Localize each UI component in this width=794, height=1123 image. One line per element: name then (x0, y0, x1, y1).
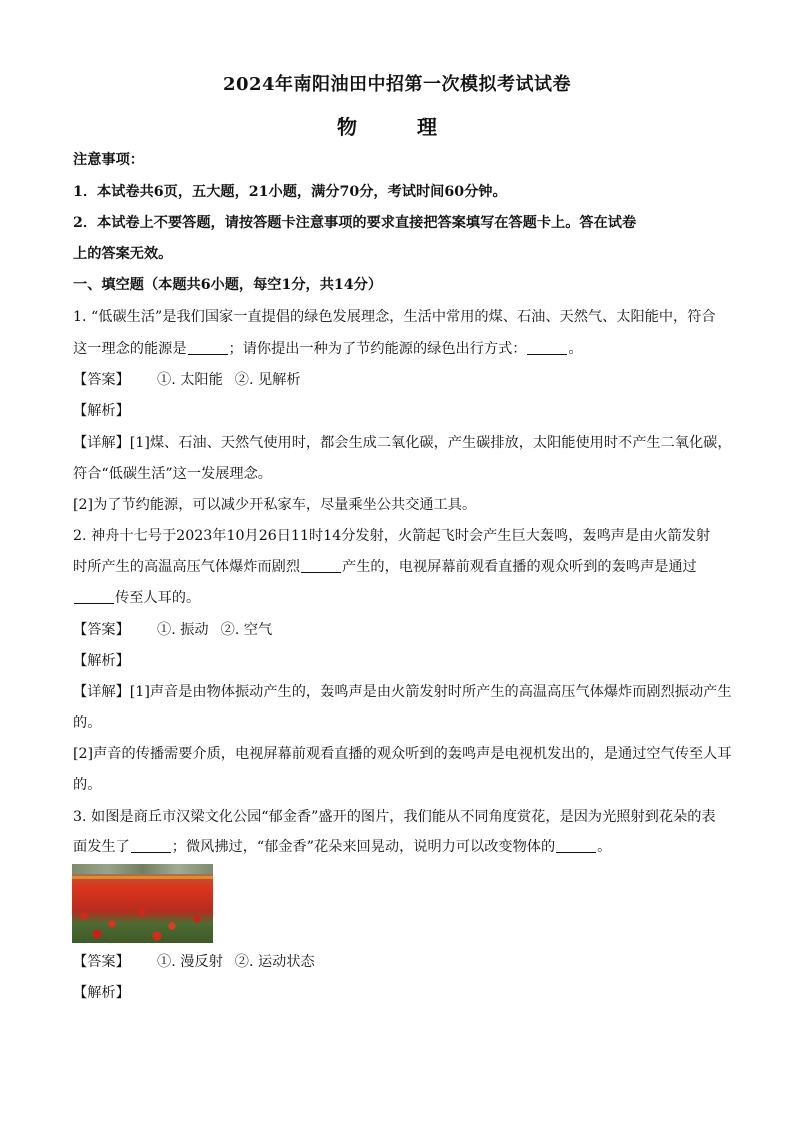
notice-item-2-line-2: 上的答案无效。 (73, 246, 173, 262)
q1-analysis-label: 【解析】 (73, 403, 130, 419)
q3-analysis-label: 【解析】 (73, 985, 130, 1001)
q2-text-line-3: 传至人耳的。 (73, 589, 200, 607)
notice-item-2-line-1: 2．本试卷上不要答题，请按答题卡注意事项的要求直接把答案填写在答题卡上。答在试卷 (73, 215, 637, 231)
subject-title: 物 理 (337, 115, 457, 139)
q1-detail-1: 【详解】[1]煤、石油、天然气使用时，都会生成二氧化碳，产生碳排放，太阳能使用时不产生二氧化碳， (73, 435, 732, 451)
q1-detail-2: [2]为了节约能源，可以减少开私家车，尽量乘坐公共交通工具。 (73, 497, 477, 513)
notice-item-1: 1．本试卷共6页，五大题，21小题，满分70分，考试时间60分钟。 (73, 184, 507, 200)
q1-text-line-2: 这一理念的能源是 ；请你提出一种为了节约能源的绿色出行方式： 。 (73, 341, 583, 357)
q3-answer: 【答案】 ①. 漫反射 ②. 运动状态 (73, 954, 315, 970)
q1-text-line-1: 1. “低碳生活”是我们国家一直提倡的绿色发展理念，生活中常用的煤、石油、天然气、太阳能中，符合 (73, 309, 716, 325)
q2-analysis-label: 【解析】 (73, 653, 130, 669)
answer-label: 【答案】 (73, 372, 130, 388)
notice-heading: 注意事项： (73, 152, 144, 168)
q3-blank-1 (131, 838, 171, 853)
q2-detail-1: 【详解】[1]声音是由物体振动产生的，轰鸣声是由火箭发射时所产生的高温高压气体爆炸而剧烈振动产生 (73, 684, 732, 700)
q2-blank-2 (74, 589, 114, 604)
q3-blank-2 (556, 838, 596, 853)
q1-detail-1b: 符合“低碳生活”这一发展理念。 (73, 466, 272, 482)
exam-title: 2024年南阳油田中招第一次模拟考试试卷 (222, 74, 572, 95)
q2-text-line-1: 2. 神舟十七号于2023年10月26日11时14分发射，火箭起飞时会产生巨大轰鸣，轰鸣声是由火箭发射 (73, 528, 711, 544)
q2-text-line-2: 时所产生的高温高压气体爆炸而剧烈 产生的，电视屏幕前观看直播的观众听到的轰鸣声是通过 (73, 559, 697, 575)
detail-label: 【详解】 (73, 435, 130, 451)
q1-answer: 【答案】 ①. 太阳能 ②. 见解析 (73, 372, 301, 388)
q1-blank-1 (188, 340, 228, 355)
q2-detail-1b: 的。 (73, 715, 102, 731)
q1-blank-2 (527, 340, 567, 355)
detail-label: 【详解】 (73, 684, 130, 700)
q2-answer: 【答案】 ①. 振动 ②. 空气 (73, 622, 273, 638)
answer-label: 【答案】 (73, 954, 130, 970)
photo-stripe (72, 876, 213, 879)
tulip-field-photo (72, 864, 213, 943)
photo-tree-line (72, 864, 213, 874)
q3-text-line-1: 3. 如图是商丘市汉梁文化公园“郁金香”盛开的图片，我们能从不同角度赏花，是因为光照射到花朵的表 (73, 809, 716, 825)
q2-detail-2: [2]声音的传播需要介质，电视屏幕前观看直播的观众听到的轰鸣声是电视机发出的，是通过空气传至人耳 (73, 746, 732, 762)
q3-text-line-2: 面发生了 ；微风拂过，“郁金香”花朵来回晃动，说明力可以改变物体的 。 (73, 839, 612, 855)
answer-label: 【答案】 (73, 622, 130, 638)
section-heading: 一、填空题（本题共6小题，每空1分，共14分） (73, 277, 383, 293)
q2-blank-1 (301, 558, 341, 573)
q2-detail-2b: 的。 (73, 777, 102, 793)
